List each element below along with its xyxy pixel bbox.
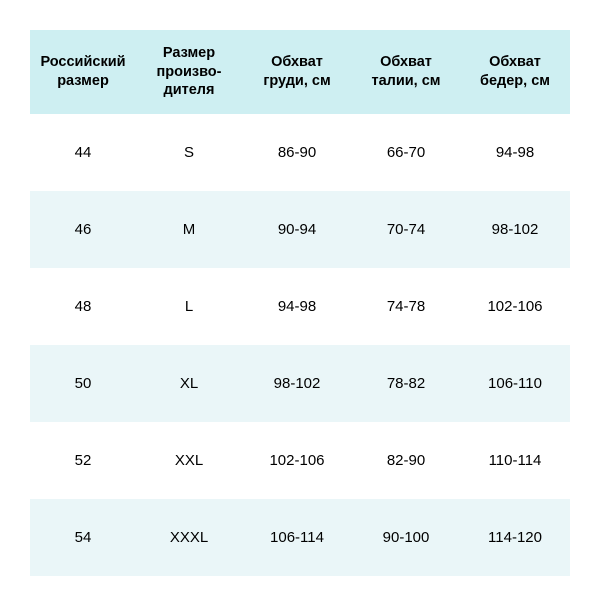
cell-russian-size: 54	[30, 499, 136, 576]
column-header-line: груди, см	[263, 72, 331, 89]
column-header-line: Обхват	[489, 54, 541, 71]
cell-manufacturer-size: L	[136, 268, 242, 345]
column-header-line: Российский	[40, 54, 126, 71]
column-header-manufacturer-size	[136, 30, 242, 114]
cell-russian-size: 44	[30, 114, 136, 191]
column-header-line: Обхват	[271, 54, 323, 71]
cell-chest: 86-90	[242, 114, 352, 191]
cell-waist: 66-70	[352, 114, 460, 191]
cell-waist: 70-74	[352, 191, 460, 268]
table-row	[30, 345, 570, 422]
table-row	[30, 268, 570, 345]
column-header-line: бедер, см	[480, 72, 550, 89]
cell-manufacturer-size: S	[136, 114, 242, 191]
cell-russian-size: 52	[30, 422, 136, 499]
cell-chest: 98-102	[242, 345, 352, 422]
cell-hips: 114-120	[460, 499, 570, 576]
cell-manufacturer-size: XXXL	[136, 499, 242, 576]
cell-waist: 90-100	[352, 499, 460, 576]
table-header-row	[30, 30, 570, 114]
cell-hips: 94-98	[460, 114, 570, 191]
cell-chest: 106-114	[242, 499, 352, 576]
size-chart-table	[30, 30, 570, 576]
cell-hips: 106-110	[460, 345, 570, 422]
cell-chest: 90-94	[242, 191, 352, 268]
cell-manufacturer-size: XXL	[136, 422, 242, 499]
table-row	[30, 499, 570, 576]
cell-manufacturer-size: M	[136, 191, 242, 268]
column-header-line: Обхват	[380, 54, 432, 71]
table-body	[30, 114, 570, 576]
table-row	[30, 114, 570, 191]
table-header	[30, 30, 570, 114]
cell-hips: 110-114	[460, 422, 570, 499]
column-header-line: дителя	[163, 82, 215, 99]
column-header-line: размер	[57, 72, 109, 89]
cell-hips: 102-106	[460, 268, 570, 345]
column-header-waist	[352, 30, 460, 114]
column-header-line: произво-	[156, 63, 222, 80]
table-row	[30, 191, 570, 268]
cell-waist: 74-78	[352, 268, 460, 345]
cell-chest: 102-106	[242, 422, 352, 499]
column-header-line: талии, см	[371, 72, 441, 89]
cell-hips: 98-102	[460, 191, 570, 268]
column-header-russian-size	[30, 30, 136, 114]
table-row	[30, 422, 570, 499]
cell-chest: 94-98	[242, 268, 352, 345]
cell-manufacturer-size: XL	[136, 345, 242, 422]
column-header-hips	[460, 30, 570, 114]
column-header-line: Размер	[162, 45, 216, 61]
cell-waist: 82-90	[352, 422, 460, 499]
cell-russian-size: 46	[30, 191, 136, 268]
cell-russian-size: 50	[30, 345, 136, 422]
column-header-chest	[242, 30, 352, 114]
cell-waist: 78-82	[352, 345, 460, 422]
cell-russian-size: 48	[30, 268, 136, 345]
